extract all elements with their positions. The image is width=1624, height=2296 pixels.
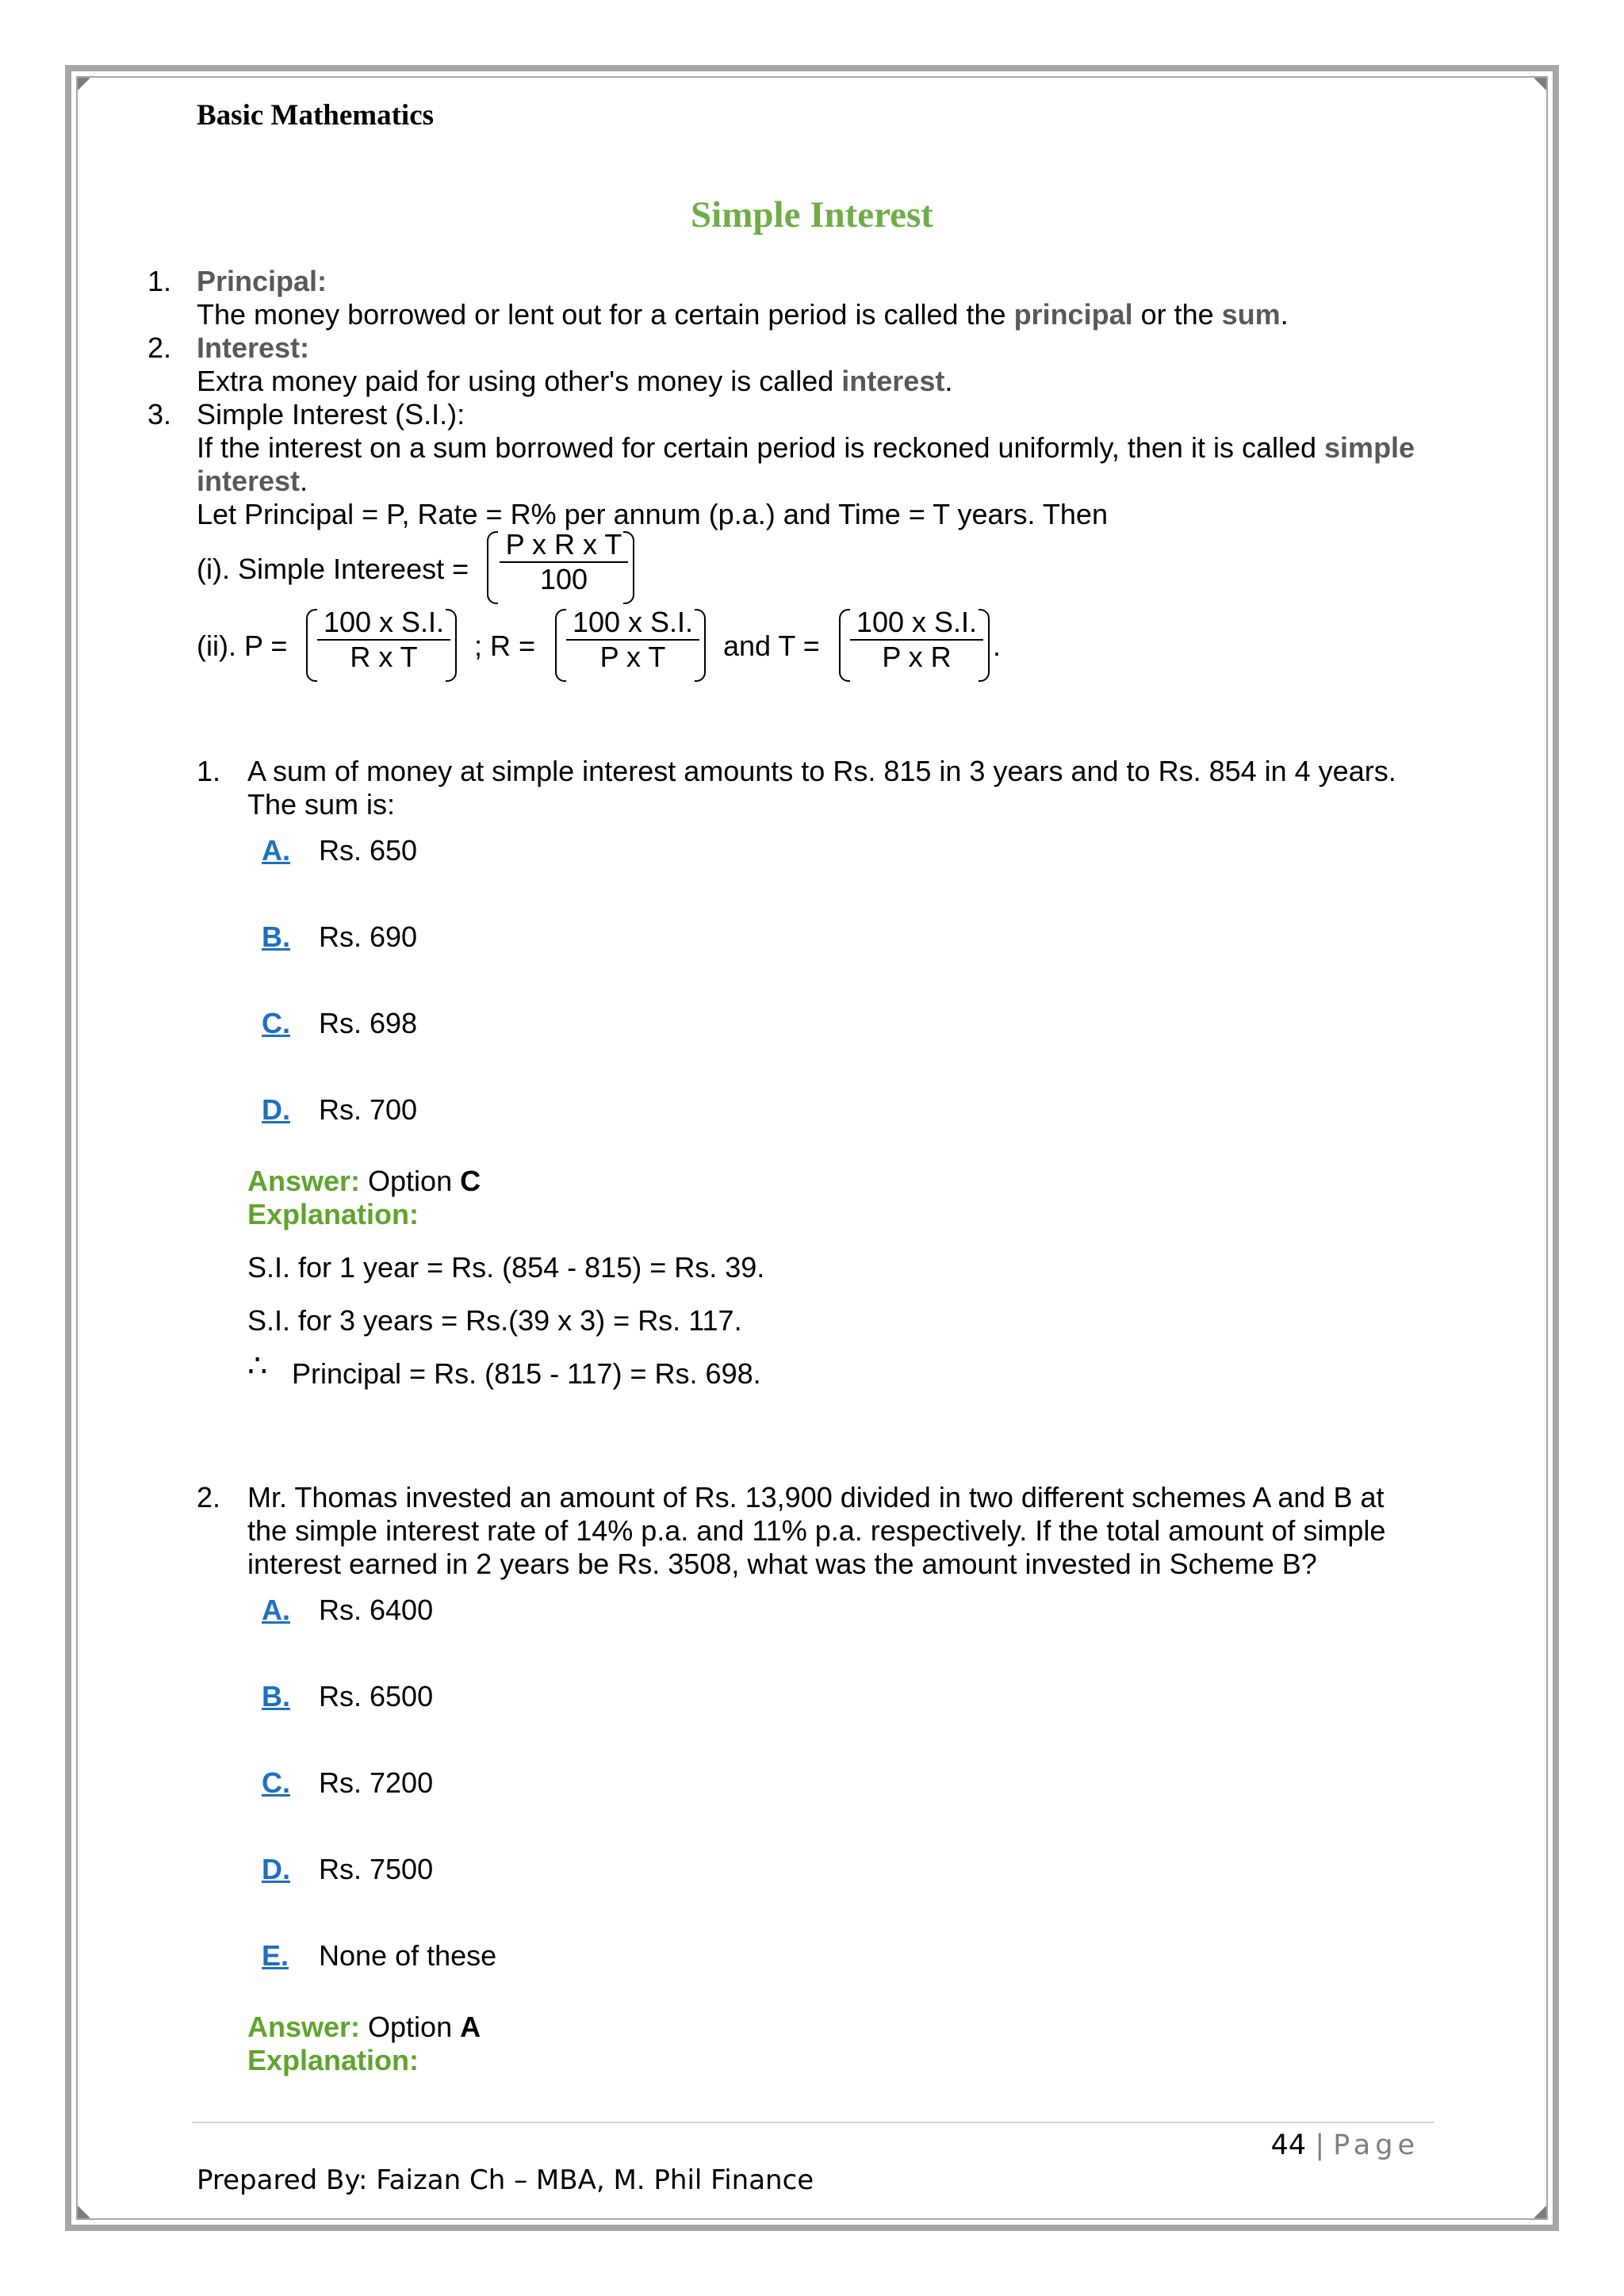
definition-term: Principal: — [197, 265, 327, 297]
definition-term: Interest: — [197, 331, 310, 364]
option-a[interactable]: A. — [262, 834, 290, 867]
definition-text: The money borrowed or lent out for a certain period is called the principal or the sum. — [197, 298, 1289, 331]
denominator: 100 — [539, 563, 588, 595]
option-c[interactable]: C. — [262, 1766, 290, 1799]
numerator: P x R x T — [505, 528, 622, 561]
option-text: Rs. 698 — [319, 1007, 418, 1039]
formula-label: (ii). P = — [197, 629, 288, 662]
numerator: 100 x S.I. — [856, 606, 978, 638]
numerator: 100 x S.I. — [572, 606, 694, 638]
bracket-left — [555, 609, 566, 682]
bracket-right — [979, 609, 990, 682]
corner-ornament — [78, 2206, 90, 2218]
footer-divider — [192, 2122, 1434, 2123]
explanation-line: S.I. for 3 years = Rs.(39 x 3) = Rs. 117. — [247, 1304, 742, 1337]
list-number: 3. — [147, 398, 172, 430]
list-number: 1. — [147, 265, 172, 297]
question-text: Mr. Thomas invested an amount of Rs. 13,900 divided in two different schemes A and B at — [247, 1481, 1385, 1513]
option-text: Rs. 7500 — [319, 1853, 434, 1885]
option-e[interactable]: E. — [262, 1939, 289, 1972]
question-text: The sum is: — [247, 788, 396, 821]
definition-text: Let Principal = P, Rate = R% per annum (p.a.) and Time = T years. Then — [197, 498, 1108, 530]
formula-label: (i). Simple Intereest = — [197, 553, 469, 585]
therefore-symbol: ∴ — [247, 1349, 268, 1383]
denominator: P x R — [882, 641, 952, 673]
fraction-time — [850, 606, 983, 674]
explanation-label: Explanation: — [247, 1198, 419, 1230]
answer-line: Answer: Option A — [247, 2011, 481, 2043]
explanation-label: Explanation: — [247, 2044, 419, 2076]
definition-term: Simple Interest (S.I.): — [197, 398, 465, 430]
corner-ornament — [78, 78, 90, 90]
running-header: Basic Mathematics — [197, 99, 435, 132]
fraction-rate — [566, 606, 699, 674]
explanation-line: S.I. for 1 year = Rs. (854 - 815) = Rs. 39. — [247, 1251, 765, 1284]
bracket-right — [695, 609, 706, 682]
option-c[interactable]: C. — [262, 1007, 290, 1039]
bracket-left — [487, 531, 498, 604]
option-text: None of these — [319, 1939, 497, 1972]
bracket-right — [446, 609, 457, 682]
list-number: 2. — [147, 331, 172, 364]
prepared-by: Prepared By: Faizan Ch – MBA, M. Phil Finance — [197, 2164, 814, 2196]
bracket-left — [306, 609, 317, 682]
corner-ornament — [1534, 78, 1546, 90]
denominator: R x T — [350, 641, 418, 673]
definition-text: If the interest on a sum borrowed for certain period is reckoned uniformly, then it is called simple — [197, 431, 1415, 464]
fraction-principal — [317, 606, 450, 674]
fraction-si — [500, 528, 628, 596]
page-number: 44 | Page — [1270, 2130, 1419, 2161]
formula-separator: ; R = — [474, 629, 536, 662]
option-d[interactable]: D. — [262, 1093, 290, 1126]
answer-line: Answer: Option C — [247, 1165, 481, 1197]
question-number: 1. — [197, 755, 221, 787]
question-text: the simple interest rate of 14% p.a. and 11% p.a. respectively. If the total amount of simple — [247, 1514, 1386, 1547]
option-b[interactable]: B. — [262, 1680, 290, 1712]
option-a[interactable]: A. — [262, 1594, 290, 1626]
option-text: Rs. 700 — [319, 1093, 418, 1126]
question-number: 2. — [197, 1481, 221, 1513]
corner-ornament — [1534, 2206, 1546, 2218]
page-title: Simple Interest — [691, 194, 933, 235]
denominator: P x T — [599, 641, 666, 673]
question-text: interest earned in 2 years be Rs. 3508, what was the amount invested in Scheme B? — [247, 1548, 1317, 1580]
option-d[interactable]: D. — [262, 1853, 290, 1885]
option-b[interactable]: B. — [262, 920, 290, 953]
bracket-left — [839, 609, 850, 682]
option-text: Rs. 7200 — [319, 1766, 434, 1799]
option-text: Rs. 690 — [319, 920, 418, 953]
numerator: 100 x S.I. — [323, 606, 445, 638]
definition-text: Extra money paid for using other's money is called interest. — [197, 365, 953, 397]
explanation-line: Principal = Rs. (815 - 117) = Rs. 698. — [292, 1357, 761, 1390]
formula-separator: and T = — [723, 629, 820, 662]
formula-end: . — [993, 629, 1002, 662]
option-text: Rs. 6500 — [319, 1680, 434, 1712]
question-text: A sum of money at simple interest amounts to Rs. 815 in 3 years and to Rs. 854 in 4 years. — [247, 755, 1396, 787]
option-text: Rs. 6400 — [319, 1594, 434, 1626]
definition-text: interest. — [197, 465, 308, 497]
bracket-right — [623, 531, 634, 604]
option-text: Rs. 650 — [319, 834, 418, 867]
